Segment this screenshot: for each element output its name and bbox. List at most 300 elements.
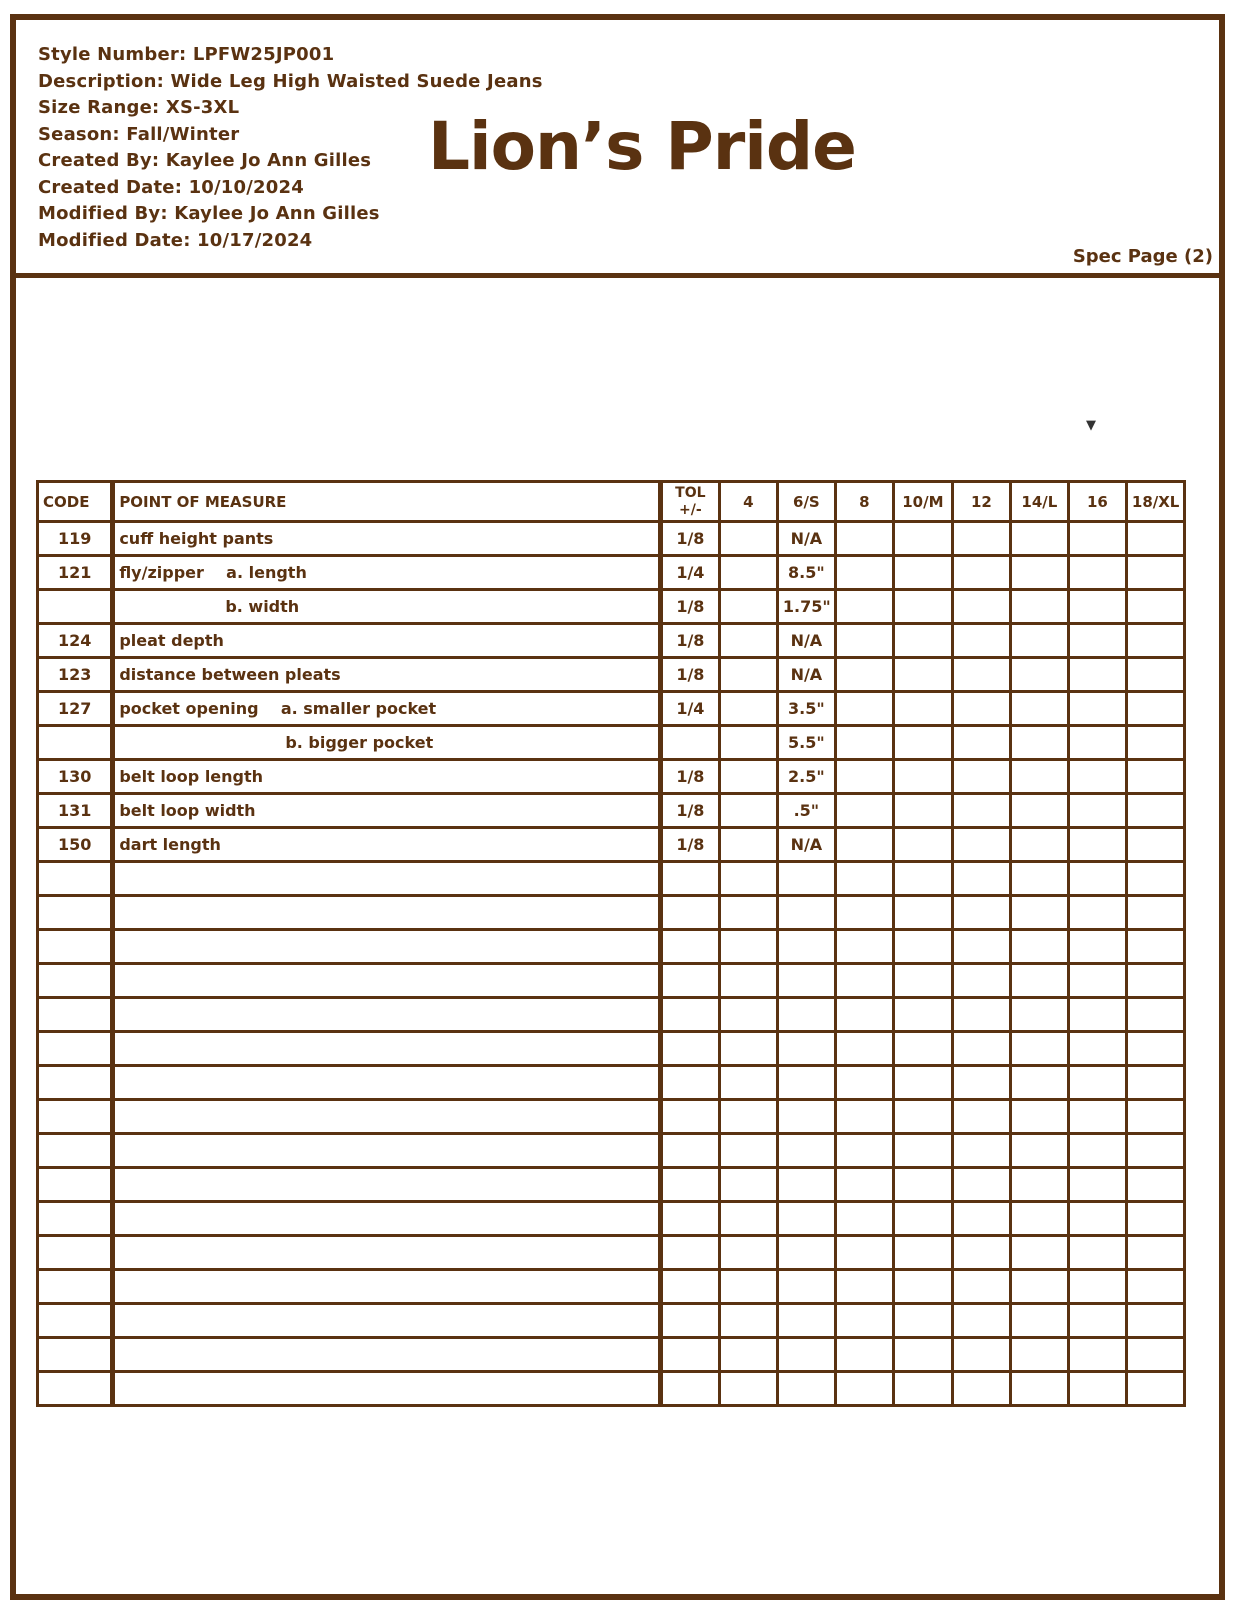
size-6s-cell: 5.5" — [777, 726, 835, 760]
empty-cell — [1126, 1338, 1184, 1372]
empty-cell — [719, 998, 777, 1032]
empty-cell — [113, 862, 661, 896]
table-row — [38, 624, 1185, 658]
empty-cell — [1126, 828, 1184, 862]
empty-cell — [893, 828, 952, 862]
empty-cell — [835, 794, 893, 828]
size-6s-cell: 8.5" — [777, 556, 835, 590]
empty-cell — [777, 1338, 835, 1372]
empty-cell — [835, 1032, 893, 1066]
empty-cell — [38, 1270, 113, 1304]
empty-table-row — [38, 1066, 1185, 1100]
empty-cell — [660, 1270, 719, 1304]
empty-cell — [1068, 862, 1126, 896]
col-size-14l: 14/L — [1010, 482, 1068, 522]
empty-cell — [1010, 726, 1068, 760]
empty-cell — [113, 964, 661, 998]
description: Description: Wide Leg High Waisted Suede Jeans — [38, 70, 543, 92]
empty-cell — [952, 760, 1010, 794]
empty-cell — [893, 1066, 952, 1100]
empty-cell — [1068, 1372, 1126, 1406]
tol-cell: 1/8 — [660, 624, 719, 658]
empty-cell — [1010, 760, 1068, 794]
empty-cell — [660, 998, 719, 1032]
empty-cell — [893, 1304, 952, 1338]
empty-cell — [1126, 1270, 1184, 1304]
pom-cell: belt loop width — [113, 794, 661, 828]
empty-cell — [1126, 794, 1184, 828]
empty-cell — [113, 998, 661, 1032]
empty-cell — [835, 896, 893, 930]
empty-cell — [1010, 828, 1068, 862]
empty-cell — [777, 1100, 835, 1134]
empty-cell — [38, 1032, 113, 1066]
modified-date: Modified Date: 10/17/2024 — [38, 229, 313, 251]
empty-cell — [719, 1372, 777, 1406]
empty-cell — [1068, 930, 1126, 964]
empty-cell — [719, 1032, 777, 1066]
brand-title: Lion’s Pride — [428, 108, 856, 185]
empty-cell — [113, 1236, 661, 1270]
empty-table-row — [38, 1270, 1185, 1304]
size-4-cell — [719, 556, 777, 590]
empty-cell — [1068, 590, 1126, 624]
empty-table-row — [38, 862, 1185, 896]
empty-cell — [660, 1100, 719, 1134]
col-size-10m: 10/M — [893, 482, 952, 522]
empty-cell — [835, 828, 893, 862]
size-6s-cell: 1.75" — [777, 590, 835, 624]
empty-cell — [777, 1168, 835, 1202]
empty-cell — [38, 1338, 113, 1372]
empty-cell — [893, 1100, 952, 1134]
empty-cell — [777, 1066, 835, 1100]
empty-cell — [952, 794, 1010, 828]
size-4-cell — [719, 624, 777, 658]
empty-cell — [38, 1100, 113, 1134]
table-row — [38, 590, 1185, 624]
empty-cell — [1068, 1032, 1126, 1066]
empty-cell — [777, 1236, 835, 1270]
empty-cell — [893, 522, 952, 556]
empty-cell — [660, 1202, 719, 1236]
tol-cell — [660, 726, 719, 760]
empty-cell — [660, 1236, 719, 1270]
empty-cell — [952, 692, 1010, 726]
col-size-8: 8 — [835, 482, 893, 522]
empty-cell — [38, 1134, 113, 1168]
empty-cell — [1068, 658, 1126, 692]
size-6s-cell: .5" — [777, 794, 835, 828]
empty-cell — [952, 964, 1010, 998]
empty-cell — [893, 1338, 952, 1372]
empty-cell — [1126, 760, 1184, 794]
col-size-6s: 6/S — [777, 482, 835, 522]
empty-cell — [777, 964, 835, 998]
empty-cell — [952, 726, 1010, 760]
empty-cell — [719, 1134, 777, 1168]
pom-cell: b. bigger pocket — [113, 726, 661, 760]
tol-cell: 1/8 — [660, 760, 719, 794]
dropdown-arrow-icon[interactable]: ▼ — [1086, 418, 1096, 433]
empty-cell — [777, 930, 835, 964]
empty-cell — [835, 590, 893, 624]
empty-cell — [1010, 1236, 1068, 1270]
empty-cell — [1068, 1236, 1126, 1270]
code-cell: 124 — [38, 624, 113, 658]
empty-table-row — [38, 1202, 1185, 1236]
empty-cell — [1126, 522, 1184, 556]
empty-cell — [1068, 794, 1126, 828]
size-4-cell — [719, 692, 777, 726]
empty-table-row — [38, 998, 1185, 1032]
empty-table-row — [38, 1304, 1185, 1338]
empty-cell — [893, 760, 952, 794]
size-6s-cell: 2.5" — [777, 760, 835, 794]
empty-cell — [1126, 930, 1184, 964]
empty-cell — [660, 896, 719, 930]
empty-cell — [835, 930, 893, 964]
created-date: Created Date: 10/10/2024 — [38, 176, 304, 198]
empty-cell — [1126, 590, 1184, 624]
pom-cell: cuff height pants — [113, 522, 661, 556]
size-6s-cell: 3.5" — [777, 692, 835, 726]
empty-cell — [1126, 692, 1184, 726]
size-4-cell — [719, 726, 777, 760]
empty-cell — [1010, 658, 1068, 692]
empty-cell — [835, 964, 893, 998]
empty-cell — [777, 1372, 835, 1406]
code-cell: 121 — [38, 556, 113, 590]
size-4-cell — [719, 522, 777, 556]
empty-table-row — [38, 896, 1185, 930]
empty-cell — [1010, 998, 1068, 1032]
empty-cell — [1126, 1032, 1184, 1066]
empty-cell — [952, 522, 1010, 556]
season: Season: Fall/Winter — [38, 123, 240, 145]
empty-cell — [952, 1372, 1010, 1406]
empty-cell — [835, 658, 893, 692]
empty-cell — [1068, 1100, 1126, 1134]
empty-cell — [1010, 930, 1068, 964]
col-size-18xl: 18/XL — [1126, 482, 1184, 522]
empty-cell — [719, 964, 777, 998]
empty-cell — [1126, 1134, 1184, 1168]
empty-cell — [38, 1202, 113, 1236]
empty-cell — [1126, 1372, 1184, 1406]
empty-cell — [1010, 1168, 1068, 1202]
empty-cell — [1068, 1134, 1126, 1168]
empty-cell — [1068, 556, 1126, 590]
empty-cell — [1126, 1168, 1184, 1202]
empty-cell — [835, 1100, 893, 1134]
empty-cell — [1010, 1100, 1068, 1134]
empty-cell — [835, 862, 893, 896]
empty-cell — [1126, 1066, 1184, 1100]
empty-cell — [660, 1066, 719, 1100]
empty-cell — [893, 692, 952, 726]
empty-cell — [952, 590, 1010, 624]
empty-cell — [952, 1270, 1010, 1304]
empty-cell — [1010, 964, 1068, 998]
empty-cell — [835, 1372, 893, 1406]
empty-cell — [1126, 658, 1184, 692]
empty-cell — [113, 1134, 661, 1168]
code-cell: 127 — [38, 692, 113, 726]
empty-cell — [660, 1168, 719, 1202]
empty-cell — [38, 1304, 113, 1338]
empty-cell — [1010, 1270, 1068, 1304]
empty-cell — [952, 1338, 1010, 1372]
table-row — [38, 760, 1185, 794]
empty-cell — [1126, 964, 1184, 998]
empty-table-row — [38, 1032, 1185, 1066]
empty-cell — [1068, 692, 1126, 726]
empty-cell — [719, 1236, 777, 1270]
pom-cell: pocket opening a. smaller pocket — [113, 692, 661, 726]
empty-cell — [893, 1134, 952, 1168]
code-cell: 131 — [38, 794, 113, 828]
empty-cell — [1068, 1270, 1126, 1304]
empty-cell — [1010, 624, 1068, 658]
table-row — [38, 522, 1185, 556]
empty-cell — [719, 1066, 777, 1100]
empty-cell — [113, 1168, 661, 1202]
empty-cell — [113, 1270, 661, 1304]
pom-cell: pleat depth — [113, 624, 661, 658]
col-size-12: 12 — [952, 482, 1010, 522]
empty-cell — [777, 1270, 835, 1304]
empty-table-row — [38, 1236, 1185, 1270]
empty-cell — [113, 1372, 661, 1406]
empty-table-row — [38, 1338, 1185, 1372]
empty-cell — [893, 658, 952, 692]
empty-cell — [38, 1372, 113, 1406]
empty-cell — [952, 930, 1010, 964]
empty-cell — [835, 1066, 893, 1100]
empty-cell — [719, 1304, 777, 1338]
empty-cell — [1068, 1168, 1126, 1202]
empty-cell — [835, 760, 893, 794]
empty-cell — [38, 930, 113, 964]
empty-cell — [835, 1134, 893, 1168]
col-tolerance: TOL +/- — [660, 482, 719, 522]
empty-cell — [1010, 794, 1068, 828]
pom-cell: dart length — [113, 828, 661, 862]
size-range: Size Range: XS-3XL — [38, 97, 240, 118]
empty-cell — [660, 1372, 719, 1406]
empty-cell — [1068, 896, 1126, 930]
empty-cell — [835, 522, 893, 556]
empty-cell — [1068, 624, 1126, 658]
empty-cell — [1010, 1202, 1068, 1236]
empty-table-row — [38, 964, 1185, 998]
empty-cell — [835, 556, 893, 590]
empty-cell — [38, 896, 113, 930]
empty-cell — [660, 964, 719, 998]
blank-rows — [38, 862, 1185, 1406]
pom-cell: b. width — [113, 590, 661, 624]
empty-cell — [1126, 1304, 1184, 1338]
empty-cell — [1126, 1100, 1184, 1134]
empty-cell — [952, 828, 1010, 862]
tol-cell: 1/4 — [660, 692, 719, 726]
empty-cell — [1010, 862, 1068, 896]
empty-cell — [777, 1032, 835, 1066]
empty-cell — [1126, 998, 1184, 1032]
empty-cell — [835, 1202, 893, 1236]
tol-cell: 1/8 — [660, 794, 719, 828]
empty-cell — [719, 1100, 777, 1134]
empty-cell — [1010, 522, 1068, 556]
empty-cell — [1010, 1032, 1068, 1066]
table-row — [38, 658, 1185, 692]
empty-cell — [1068, 1202, 1126, 1236]
pom-cell: distance between pleats — [113, 658, 661, 692]
tol-cell: 1/4 — [660, 556, 719, 590]
empty-table-row — [38, 1168, 1185, 1202]
empty-cell — [893, 862, 952, 896]
size-4-cell — [719, 590, 777, 624]
empty-cell — [1068, 1066, 1126, 1100]
empty-cell — [1068, 1338, 1126, 1372]
empty-cell — [893, 1236, 952, 1270]
empty-cell — [38, 1236, 113, 1270]
empty-cell — [660, 1032, 719, 1066]
size-4-cell — [719, 658, 777, 692]
empty-cell — [1010, 1134, 1068, 1168]
empty-cell — [719, 862, 777, 896]
measurement-rows — [38, 522, 1185, 862]
spec-page-label: Spec Page (2) — [1072, 246, 1213, 267]
empty-cell — [952, 896, 1010, 930]
empty-cell — [893, 556, 952, 590]
empty-cell — [893, 964, 952, 998]
empty-cell — [1068, 522, 1126, 556]
empty-cell — [893, 1032, 952, 1066]
col-code: CODE — [38, 482, 113, 522]
empty-cell — [952, 1032, 1010, 1066]
empty-cell — [835, 1338, 893, 1372]
measurement-table — [36, 480, 1186, 1407]
empty-cell — [952, 998, 1010, 1032]
empty-cell — [719, 1338, 777, 1372]
pom-cell: fly/zipper a. length — [113, 556, 661, 590]
empty-cell — [835, 998, 893, 1032]
empty-cell — [660, 1338, 719, 1372]
empty-cell — [952, 1236, 1010, 1270]
empty-table-row — [38, 1372, 1185, 1406]
empty-cell — [660, 930, 719, 964]
empty-cell — [835, 726, 893, 760]
code-cell: 150 — [38, 828, 113, 862]
empty-table-row — [38, 1100, 1185, 1134]
empty-cell — [835, 1236, 893, 1270]
empty-cell — [777, 1304, 835, 1338]
empty-cell — [893, 930, 952, 964]
table-header-row — [38, 482, 1185, 522]
pom-cell: belt loop length — [113, 760, 661, 794]
tol-cell: 1/8 — [660, 658, 719, 692]
empty-cell — [893, 726, 952, 760]
empty-cell — [719, 1168, 777, 1202]
empty-cell — [660, 862, 719, 896]
empty-cell — [1126, 624, 1184, 658]
empty-cell — [952, 658, 1010, 692]
empty-cell — [660, 1134, 719, 1168]
empty-cell — [38, 964, 113, 998]
empty-cell — [38, 862, 113, 896]
empty-table-row — [38, 930, 1185, 964]
empty-cell — [38, 1168, 113, 1202]
empty-cell — [952, 624, 1010, 658]
empty-cell — [835, 1168, 893, 1202]
empty-cell — [952, 1168, 1010, 1202]
empty-cell — [1010, 1338, 1068, 1372]
empty-cell — [952, 1304, 1010, 1338]
empty-cell — [893, 624, 952, 658]
empty-cell — [113, 896, 661, 930]
empty-cell — [113, 1202, 661, 1236]
empty-cell — [893, 794, 952, 828]
empty-cell — [893, 1168, 952, 1202]
empty-cell — [1068, 964, 1126, 998]
code-cell: 123 — [38, 658, 113, 692]
empty-cell — [113, 1338, 661, 1372]
empty-cell — [1010, 590, 1068, 624]
empty-cell — [952, 862, 1010, 896]
empty-cell — [893, 1372, 952, 1406]
empty-cell — [835, 624, 893, 658]
empty-cell — [1068, 998, 1126, 1032]
empty-cell — [113, 1100, 661, 1134]
table-row — [38, 556, 1185, 590]
modified-by: Modified By: Kaylee Jo Ann Gilles — [38, 203, 380, 224]
size-6s-cell: N/A — [777, 522, 835, 556]
empty-cell — [835, 1270, 893, 1304]
empty-cell — [893, 998, 952, 1032]
empty-cell — [1010, 1066, 1068, 1100]
code-cell: 130 — [38, 760, 113, 794]
empty-cell — [893, 896, 952, 930]
empty-cell — [952, 1202, 1010, 1236]
empty-cell — [893, 590, 952, 624]
empty-cell — [113, 1032, 661, 1066]
empty-cell — [1126, 1236, 1184, 1270]
table-row — [38, 794, 1185, 828]
size-6s-cell: N/A — [777, 658, 835, 692]
empty-cell — [777, 1134, 835, 1168]
empty-cell — [1068, 828, 1126, 862]
size-6s-cell: N/A — [777, 624, 835, 658]
empty-cell — [719, 1270, 777, 1304]
empty-cell — [1126, 1202, 1184, 1236]
empty-cell — [38, 998, 113, 1032]
empty-cell — [835, 692, 893, 726]
style-number: Style Number: LPFW25JP001 — [38, 44, 335, 65]
empty-cell — [1068, 760, 1126, 794]
size-4-cell — [719, 760, 777, 794]
empty-cell — [1126, 556, 1184, 590]
empty-cell — [660, 1304, 719, 1338]
code-cell — [38, 590, 113, 624]
empty-cell — [777, 998, 835, 1032]
empty-cell — [113, 930, 661, 964]
code-cell: 119 — [38, 522, 113, 556]
empty-cell — [1010, 556, 1068, 590]
empty-cell — [719, 930, 777, 964]
empty-cell — [113, 1066, 661, 1100]
